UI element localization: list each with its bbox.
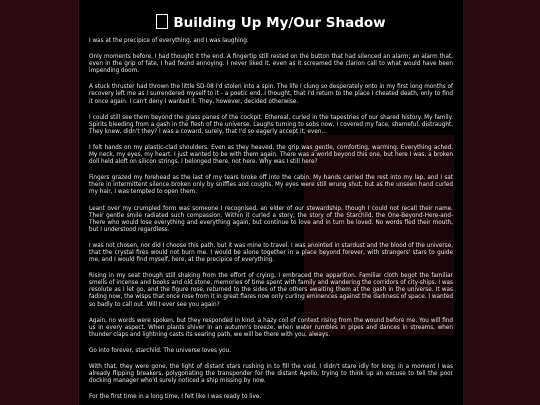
missing-glyph-icon: [156, 14, 168, 29]
paragraph: I could still see them beyond the glass panes of the cockpit. Ethereal, curled in the tapestries of our shared history. My family. Spirits bleeding from a gash in the flesh of the universe. Laughs turning to sobs now, I covered my face, shameful, distraught. They knew, didn't they? I was a coward, surely, that I'd so eagerly accept it, even...: [89, 114, 453, 135]
document-page: [78, 0, 464, 405]
paragraph: A stuck thruster had thrown the little SD-08 I'd stolen into a spin. The life I clung so desperately onto in my first long months of recovery left me as I surrendered myself to it - a poetic end, I thought, that I'd return to the place I cheated death, only to find it once again. I can't deny I wanted it. They, however, decided otherwise.: [89, 84, 453, 105]
paragraph: For the first time in a long time, I felt like I was ready to live.: [89, 394, 262, 401]
paragraph: Go into forever, starchild. The universe loves you.: [89, 347, 232, 354]
paragraph: Leant over my crumpled form was someone I recognised, an elder of our stewardship, though I could not recall their name. Their gentle smile radiated such compassion. Within it curled a story; the story of the Starchild, the One-Beyond-Here-and-There who would lose everything and everything again, but continue to love and in turn be loved. No words fled their mouth, but I understood regardless.: [89, 205, 453, 233]
paragraph: I was not chosen, nor did I choose this path, but it was mine to travel. I was anointed in stardust and the blood of the universe, that the crystal fires would not burn me. I would be alone together in a place beyond forever, with strangers' stars to guide me, and I would find myself, here, at the precipice of everything.: [89, 242, 453, 264]
paragraph: I was at the precipice of everything, and I was laughing.: [89, 38, 249, 44]
paragraph: I felt hands on my plastic-clad shoulders. Even as they heaved, the grip was gentle, comforting, warming. Everything ached. My neck, my eyes, my heart. I just wanted to be with them again. There was a world beyond this one, but here I was, a broken doll held aloft on silicon strings. I belonged there, not here. Why was I still here?: [89, 144, 453, 166]
paragraph: With that, they were gone, the light of distant stars rushing in to fill the void. I didn't stare idly for long; in a moment I was already flipping breakers, polygonating the transponder for the distant Apollo, trying to think up an excuse to tell the poor docking manager who'd surely noticed a ship missing by now.: [89, 364, 453, 385]
paragraph: Rising in my seat though still shaking from the effort of crying, I embraced the apparition. Familiar cloth begot the familiar smells of incense and books and old stone, memories of time spent with family and wandering the corridors of city-ships. I was resolute as I let go, and the figure rose, returned to the sides of the others awaiting them at the gash in the universe. It was fading now, the wisps that once rose from it in great flares now only curling eminences against the darkness of space. I wanted so badly to call out. Will I ever see you again?: [89, 273, 453, 308]
page-title: Building Up My/Our Shadow: [173, 15, 386, 31]
paragraph: Fingers grazed my forehead as the last of my tears broke off into the cabin. My hands carried the rest into my lap, and I sat there in intermittent silence broken only by sniffles and coughs. My eyes were still wrung shut, but as the unseen hand curled my hair, I was tempted to open them.: [89, 175, 453, 196]
story-body: [89, 38, 453, 405]
page-header: [79, 12, 463, 36]
paragraph: Only moments before, I had thought it the end. A fingertip still rested on the button that had silenced an alarm; an alarm that, even in the grip of fate, I had found annoying. I never liked it, even as it screamed the clarion call to what would have been impending doom.: [89, 54, 453, 75]
paragraph: Again, no words were spoken, but they responded in kind, a hazy coil of context rising from the wound before me. You will find us in every aspect. When plants shiver in an autumn's breeze, when water rumbles in pipes and dances in streams, when thunder claps and lightning casts its searing path, we will be there with you, always.: [89, 317, 453, 338]
